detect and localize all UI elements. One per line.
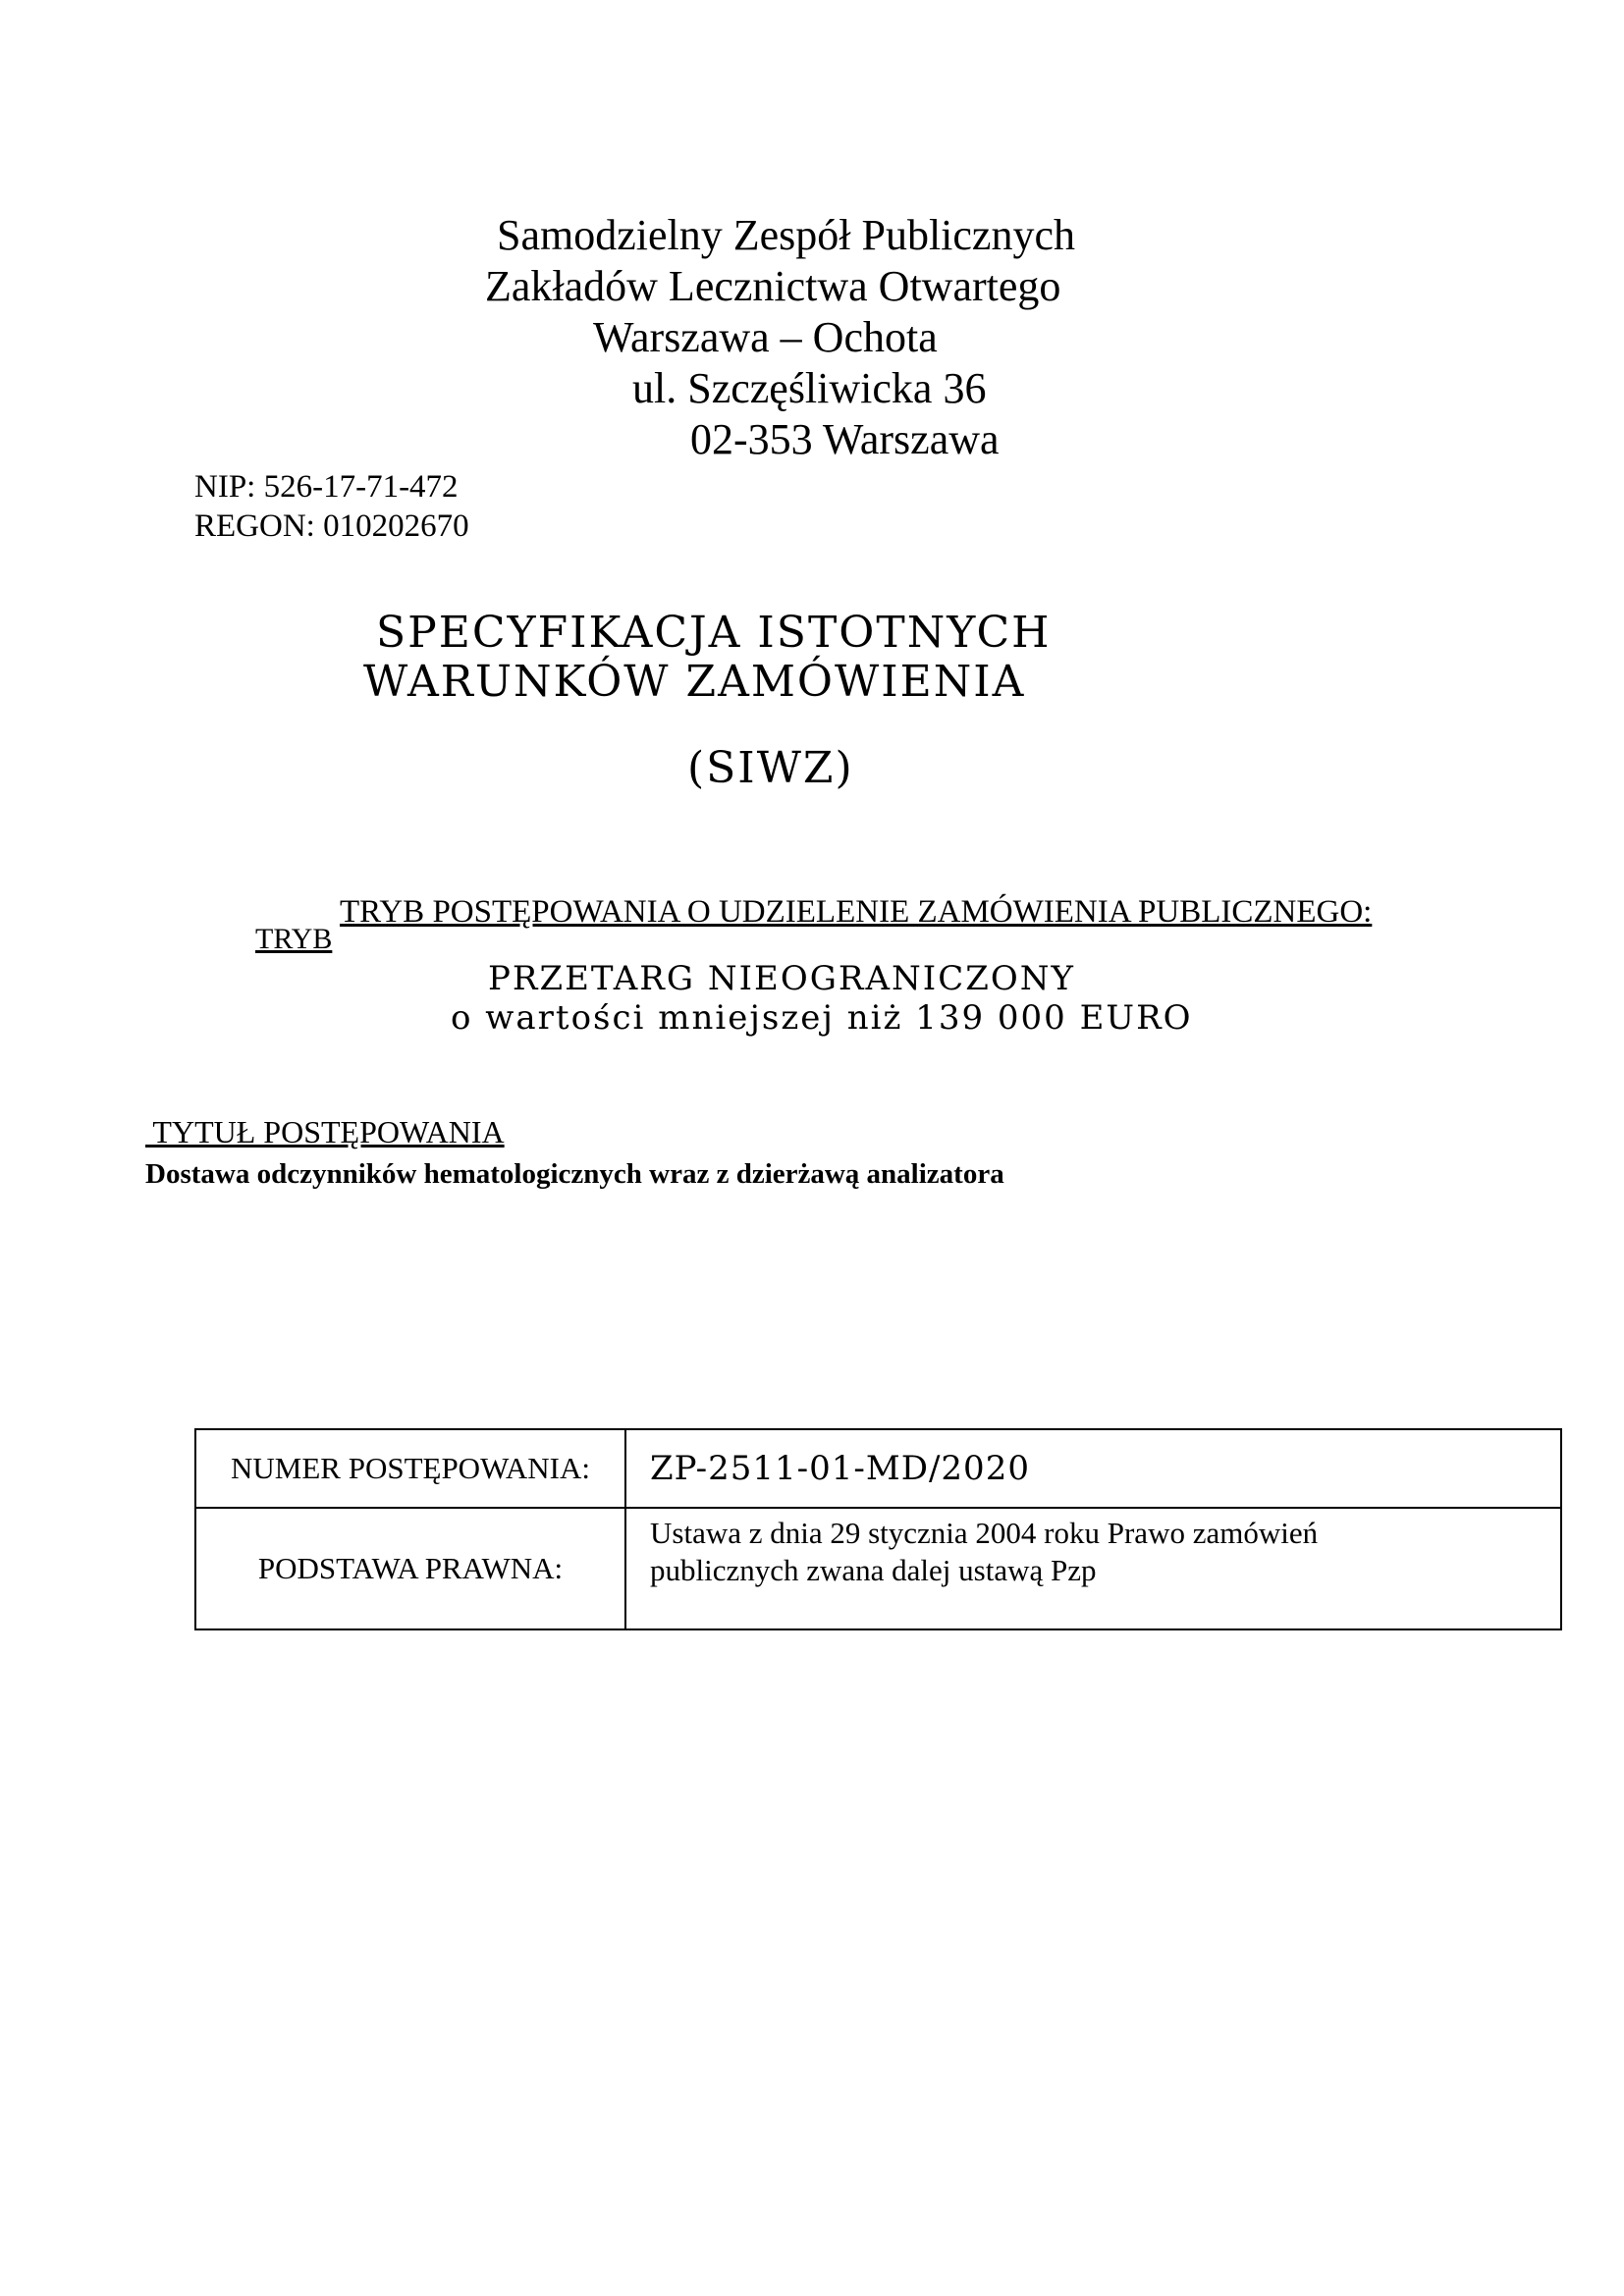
title-line2: WARUNKÓW ZAMÓWIENIA (363, 657, 1026, 707)
regon-number: REGON: 010202670 (194, 508, 469, 544)
legal-basis-value (625, 1508, 1561, 1629)
institution-street: ul. Szczęśliwicka 36 (632, 364, 987, 412)
table-row (195, 1429, 1561, 1508)
institution-name-line1: Samodzielny Zespół Publicznych (497, 211, 1075, 259)
procedure-number-value: ZP-2511-01-MD/2020 (625, 1429, 1561, 1508)
procedure-title-value: Dostawa odczynników hematologicznych wraz z dzierżawą analizatora (145, 1158, 1004, 1190)
procedure-mode-heading: TRYB POSTĘPOWANIA O UDZIELENIE ZAMÓWIENIA PUBLICZNEGO: (340, 894, 1373, 930)
legal-basis-line2: publicznych zwana dalej ustawą Pzp (650, 1553, 1097, 1587)
legal-basis-line1: Ustawa z dnia 29 stycznia 2004 roku Prawo zamówień (650, 1516, 1319, 1550)
table-row (195, 1508, 1561, 1629)
institution-postal: 02-353 Warszawa (690, 415, 1000, 463)
nip-number: NIP: 526-17-71-472 (194, 469, 459, 505)
procedure-type: PRZETARG NIEOGRANICZONY (488, 959, 1075, 998)
procedure-mode-side-label: TRYB (255, 923, 333, 955)
legal-basis-label: PODSTAWA PRAWNA: (195, 1508, 625, 1629)
title-abbreviation: (SIWZ) (687, 743, 854, 793)
institution-city: Warszawa – Ochota (593, 313, 938, 361)
title-line1: SPECYFIKACJA ISTOTNYCH (376, 608, 1052, 658)
procedure-title-label: TYTUŁ POSTĘPOWANIA (145, 1114, 505, 1149)
procedure-info-table (194, 1428, 1562, 1630)
procedure-number-label: NUMER POSTĘPOWANIA: (195, 1429, 625, 1508)
procedure-threshold: o wartości mniejszej niż 139 000 EURO (451, 998, 1193, 1038)
institution-name-line2: Zakładów Lecznictwa Otwartego (485, 262, 1061, 310)
